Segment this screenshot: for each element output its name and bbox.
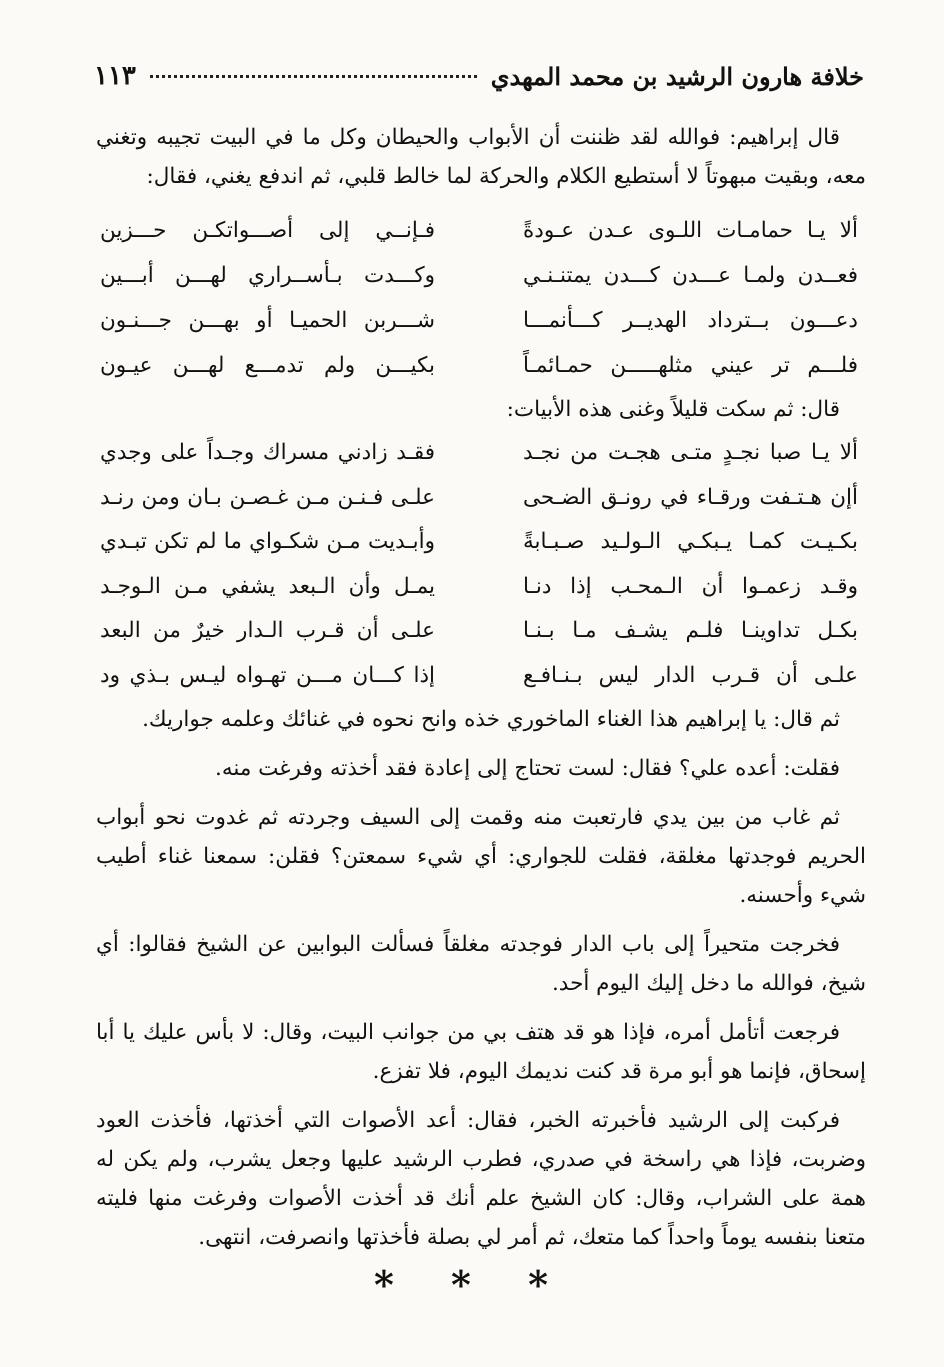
verse	[96, 253, 866, 298]
verse	[96, 654, 866, 699]
body-paragraph: فخرجت متحيراً إلى باب الدار فوجدته مغلقاً فسألت البوابين عن الشيخ فقالوا: أي شيخ، فوالله ما دخل إليك اليوم أحد.	[96, 932, 866, 996]
verse-first-hemistich: فعــدن ولمـا عـــدن كـــدن يمتنـنـي	[523, 263, 858, 288]
verse-second-hemistich: علـى أن قـرب الـدار خيرٌ من البعد	[100, 618, 435, 643]
section-separator: * * *	[373, 1262, 571, 1307]
intro-paragraph: قال إبراهيم: فوالله لقد ظننت أن الأبواب والحيطان وكل ما في البيت تجيبه وتغني معه، وبقيت مبهوتاً لا أستطيع الكلام والحركة لما خالط قلبي، ثم اندفع يغني، فقال:	[96, 125, 866, 189]
verse-second-hemistich: بكيـــن ولم تدمـــع لهـــن عيـون	[100, 353, 435, 378]
page-number: ١١٣	[94, 61, 136, 91]
verse-first-hemistich: بكـيـت كمـا يـبكـي الـولـيد صـبـابةً	[523, 529, 858, 554]
verse-second-hemistich: فقـد زادني مسراك وجـداً على وجدي	[100, 440, 435, 465]
body-paragraph: فقلت: أعده علي؟ فقال: لست تحتاج إلى إعادة فقد أخذته وفرغت منه.	[214, 756, 840, 781]
verse-second-hemistich: وأبـديت مـن شكـواي ما لم تكن تبـدي	[100, 529, 435, 554]
verse-first-hemistich: ألا يـا صبا نجـدٍ متـى هجـت من نجـد	[523, 440, 858, 465]
verse	[96, 431, 866, 476]
verse-first-hemistich: دعـــون بــترداد الهديــر كـــأنمـــا	[523, 308, 858, 333]
verse	[96, 343, 866, 388]
body-paragraph: فرجعت أتأمل أمره، فإذا هو قد هتف بي من جوانب البيت، وقال: لا بأس عليك يا أبا إسحاق، فإنما هو أبو مرة قد كنت نديمك اليوم، فلا تفزع.	[96, 1020, 866, 1084]
transition-line: قال: ثم سكت قليلاً وغنى هذه الأبيات:	[506, 397, 840, 422]
dotted-leader	[150, 75, 477, 78]
body-paragraph: ثم غاب من بين يدي فارتعبت منه وقمت إلى السيف وجردته ثم غدوت نحو أبواب الحريم فوجدتها مغلقة، فقلت للجواري: أي شيء سمعتن؟ فقلن: سمعنا غناء أطيب شيء وأحسنه.	[96, 805, 866, 908]
body-paragraph: فركبت إلى الرشيد فأخبرته الخبر، فقال: أعد الأصوات التي أخذتها، فأخذت العود وضربت، فإذا هي راسخة في صدري، فطرب الرشيد عليها وجعل يشرب، ولم يكن له همة على الشراب، وقال: كان الشيخ علم أنك قد أخذت الأصوات وفرغت منها فليته متعنا بنفسه يوماً واحداً كما متعك، ثم أمر لي بصلة فأخذتها وانصرفت، انتهى.	[96, 1108, 866, 1250]
verse	[96, 208, 866, 253]
verse	[96, 609, 866, 654]
verse	[96, 476, 866, 521]
verse-first-hemistich: فلـــم تر عيني مثلهـــــن حمـائمـاً	[523, 353, 858, 378]
verse	[96, 565, 866, 610]
poem-first	[96, 208, 866, 388]
body-paragraph: ثم قال: يا إبراهيم هذا الغناء الماخوري خذه وانح نحوه في غنائك وعلمه جواريك.	[142, 707, 840, 732]
poem-second	[96, 431, 866, 698]
verse-second-hemistich: وكـــدت بـأســراري لهـــن أبـــين	[100, 263, 435, 288]
verse-first-hemistich: علـى أن قـرب الدار ليس بـنـافـع	[523, 662, 858, 688]
verse-second-hemistich: فـإنــي إلى أصـــواتكـن حـــزين	[100, 218, 435, 243]
verse-first-hemistich: أإن هـتـفت ورقـاء في رونـق الضـحى	[523, 484, 858, 510]
verse	[96, 520, 866, 565]
running-header	[94, 54, 864, 98]
verse-second-hemistich: علـى فـنـن مـن غـصـن بـان ومن رنـد	[100, 484, 435, 510]
verse-second-hemistich: شـــربن الحميـا أو بهـــن جـــنـون	[100, 308, 435, 333]
verse-second-hemistich: إذا كـــان مـــن تهـواه ليـس بـذي ود	[100, 662, 435, 688]
page-body	[96, 118, 866, 1257]
verse-first-hemistich: ألا يـا حمامـات اللـوى عـدن عـودةً	[523, 218, 858, 243]
verse-second-hemistich: يمـل وأن الـبعد يشفي مـن الـوجـد	[100, 573, 435, 599]
verse-first-hemistich: بكـل تداوينـا فلـم يشـف مـا بـنـا	[523, 618, 858, 643]
chapter-title: خلافة هارون الرشيد بن محمد المهدي	[490, 61, 864, 91]
verse-first-hemistich: وقـد زعمـوا أن الـمحـب إذا دنـا	[523, 573, 858, 599]
verse	[96, 298, 866, 343]
